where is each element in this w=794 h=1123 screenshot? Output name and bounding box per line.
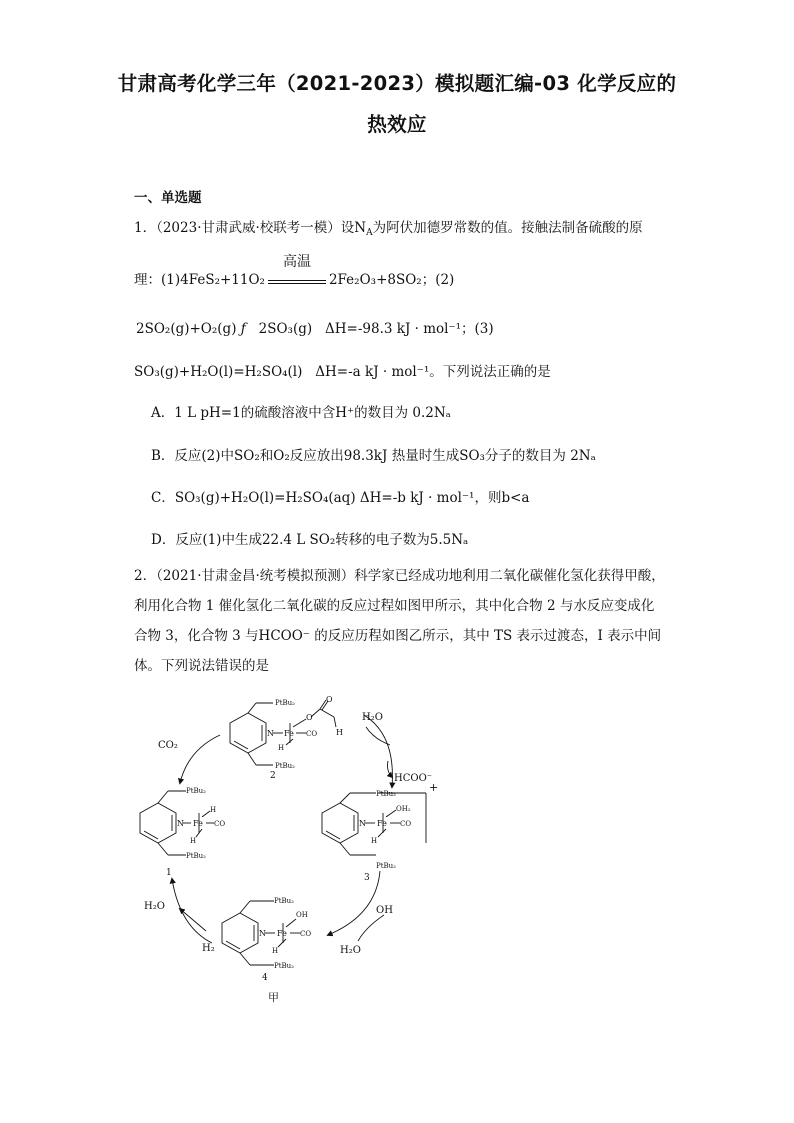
q1-r2-product: 2SO₃(g) [258, 321, 313, 337]
q1-r2-tail: ；(3) [461, 321, 494, 337]
q1-reaction-2 [136, 320, 494, 338]
q1-r1-right: 2Fe₂O₃+8SO₂ [328, 272, 422, 288]
label-h2o-bottom: H₂O [340, 945, 361, 956]
c2-ptbu2-top: PtBu₂ [275, 699, 295, 707]
c4-fe: Fe [277, 929, 287, 938]
q1-r2-reactants: 2SO₂(g)+O₂(g) [136, 321, 237, 337]
c3-ptbu2-bottom: PtBu₂ [376, 862, 396, 870]
q2-text-1: （2021·甘肃金昌·统考模拟预测）科学家已经成功地利用二氧化碳催化氢化获得甲酸， [156, 568, 665, 584]
arrow-formate-out [388, 761, 393, 777]
arrow-water-out-left [180, 909, 206, 931]
c1-ptbu2-top: PtBu₂ [186, 787, 206, 795]
label-h2o-top: H₂O [362, 712, 383, 723]
q1-number: 1． [134, 220, 157, 236]
q1-principle-label: 理： [134, 272, 161, 288]
q1-r1-tail: ；(2) [421, 272, 455, 288]
q1-stem-line-1 [134, 219, 643, 237]
arrow-compound-3-to-4 [328, 871, 380, 935]
section-heading: 一、单选题 [134, 190, 202, 206]
arrow-compound-4-to-1 [172, 879, 212, 943]
c3-h: H [371, 837, 378, 845]
label-hcoo: HCOO⁻ [394, 773, 433, 784]
q1-stem-a-sub: A [366, 228, 373, 238]
q1-reaction-3 [134, 363, 551, 381]
q2-stem-line-2: 利用化合物 1 催化氢化二氧化碳的反应过程如图甲所示，其中化合物 2 与水反应变成化 [134, 598, 655, 614]
c2-o: O [306, 713, 313, 722]
c4-ptbu2-bottom: PtBu₂ [274, 962, 294, 970]
q1-r1-condition: 高温 [282, 254, 311, 270]
c1-h-bottom: H [190, 837, 197, 845]
c1-h-top: H [210, 806, 217, 814]
q1-option-c: C．SO₃(g)+H₂O(l)=H₂SO₄(aq) ΔH=-b kJ · mol⁻¹，则b<a [151, 490, 530, 506]
q2-stem-line-3: 合物 3，化合物 3 与HCOO⁻ 的反应历程如图乙所示，其中 TS 表示过渡态，I 表示中间 [134, 628, 662, 644]
c3-charge: + [429, 781, 439, 794]
c3-co: CO [400, 820, 412, 828]
c4-number: 4 [262, 973, 268, 983]
c2-fe: Fe [284, 729, 294, 738]
label-oh: OH [376, 905, 393, 916]
q1-option-d: D．反应(1)中生成22.4 L SO₂转移的电子数为5.5Nₐ [151, 532, 469, 548]
arrow-oh-in [358, 915, 384, 941]
q1-r1-label: (1) [161, 272, 181, 288]
q1-r3-tail: 。下列说法正确的是 [429, 364, 551, 380]
c1-number: 1 [166, 868, 172, 878]
q2-stem-line-1 [134, 567, 665, 585]
c1-n: N [177, 819, 184, 828]
label-h2o-left: H₂O [144, 901, 165, 912]
c3-oh2: OH₂ [396, 805, 411, 813]
q1-r2-enthalpy: ΔH=-98.3 kJ · mol⁻¹ [325, 321, 462, 337]
q1-option-a: A．1 L pH=1的硫酸溶液中含H⁺的数目为 0.2Nₐ [151, 405, 451, 421]
q2-stem-line-4: 体。下列说法错误的是 [134, 658, 269, 674]
label-h2: H₂ [202, 943, 215, 954]
c1-fe: Fe [193, 819, 203, 828]
arrow-compound-1-to-2 [180, 735, 220, 783]
c1-co: CO [214, 820, 226, 828]
c2-number: 2 [270, 771, 276, 781]
c2-co: CO [306, 730, 318, 738]
document-title-line-2: 热效应 [367, 113, 427, 136]
figure-caption: 甲 [268, 991, 279, 1004]
c1-ptbu2-bottom: PtBu₂ [186, 852, 206, 860]
c4-h: H [272, 947, 279, 955]
q1-stem-a: 设N [340, 220, 367, 236]
q1-source: （2023·甘肃武威·校联考一模） [156, 220, 341, 236]
c3-number: 3 [364, 873, 370, 883]
document-title-line-1: 甘肃高考化学三年（2021-2023）模拟题汇编-03 化学反应的 [117, 72, 677, 95]
q1-stem-b: 为阿伏加德罗常数的值。接触法制备硫酸的原 [372, 220, 643, 236]
q1-r1-left: 4FeS₂+11O₂ [180, 272, 265, 288]
c4-ptbu2-top: PtBu₂ [274, 897, 294, 905]
c2-ptbu2-bottom: PtBu₂ [275, 762, 295, 770]
q1-r3-equation: SO₃(g)+H₂O(l)=H₂SO₄(l) [134, 364, 303, 380]
c3-n: N [359, 819, 366, 828]
c3-fe: Fe [377, 819, 387, 828]
q1-r1-double-line [268, 280, 326, 284]
q1-r3-enthalpy: ΔH=-a kJ · mol⁻¹ [315, 364, 430, 380]
q1-r1-condition-arrow [266, 254, 328, 289]
q2-number: 2． [134, 568, 157, 584]
compound-2-structure [230, 700, 336, 765]
q1-option-b: B．反应(2)中SO₂和O₂反应放出98.3kJ 热量时生成SO₃分子的数目为 2Nₐ [151, 448, 596, 464]
arrow-compound-2-to-3 [364, 715, 392, 787]
c2-n: N [267, 729, 274, 738]
c2-h: H [278, 744, 285, 752]
c4-co: CO [300, 930, 312, 938]
c4-n: N [259, 929, 266, 938]
q1-reaction-1 [134, 254, 455, 289]
catalytic-cycle-figure [128, 695, 448, 1015]
q1-r2-equilibrium-symbol: ƒ [240, 321, 246, 337]
c4-oh: OH [296, 911, 308, 919]
c2-h-formyl: H [336, 728, 343, 737]
c3-ptbu2-top: PtBu₂ [376, 790, 396, 798]
label-co2: CO₂ [158, 740, 178, 751]
c2-o-carbonyl: O [326, 695, 333, 704]
